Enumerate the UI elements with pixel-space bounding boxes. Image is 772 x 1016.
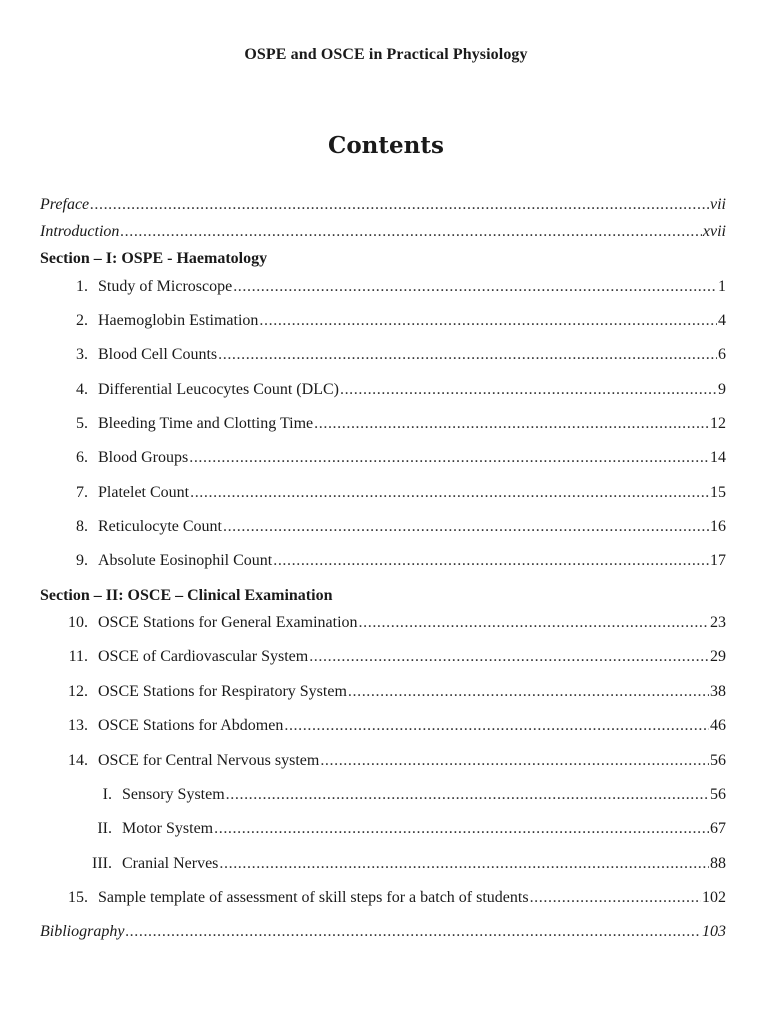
toc-page-number: 4	[718, 312, 726, 329]
leader-dots	[309, 646, 709, 668]
toc-entry-label: OSCE Stations for Respiratory System	[98, 683, 347, 700]
toc-page-number: 67	[710, 820, 726, 837]
leader-dots	[273, 550, 709, 572]
leader-dots	[125, 921, 701, 943]
leader-dots	[259, 310, 717, 332]
toc-page-number: 17	[710, 552, 726, 569]
leader-dots	[226, 784, 709, 806]
leader-dots	[219, 853, 709, 875]
toc-page-number: 38	[710, 683, 726, 700]
toc-entry-chapter-13[interactable]	[40, 715, 726, 737]
toc-entry-chapter-4[interactable]	[40, 379, 726, 401]
chapter-number: 13.	[68, 717, 88, 734]
chapter-number: 3.	[76, 346, 88, 363]
subsection-number: III.	[92, 855, 112, 872]
toc-page-number: 88	[710, 855, 726, 872]
toc-page-number: 6	[718, 346, 726, 363]
chapter-number: 1.	[76, 278, 88, 295]
leader-dots	[530, 887, 701, 909]
leader-dots	[320, 750, 709, 772]
toc-page-number: 9	[718, 381, 726, 398]
toc-entry-bibliography[interactable]	[40, 921, 726, 943]
toc-entry-label: Absolute Eosinophil Count	[98, 552, 273, 569]
leader-dots	[348, 681, 709, 703]
chapter-number: 14.	[68, 752, 88, 769]
chapter-number: 10.	[68, 614, 88, 631]
toc-page-number: 56	[710, 752, 726, 769]
leader-dots	[233, 276, 717, 298]
toc-entry-label: Bibliography	[40, 923, 125, 940]
toc-page-number: 12	[710, 415, 726, 432]
toc-page-number: 15	[710, 484, 726, 501]
toc-entry-label: Sample template of assessment of skill steps for a batch of students	[98, 889, 529, 906]
toc-entry-chapter-5[interactable]	[40, 413, 726, 435]
leader-dots	[359, 612, 709, 634]
leader-dots	[190, 482, 709, 504]
toc-entry-label: Preface	[40, 196, 90, 213]
leader-dots	[189, 447, 709, 469]
toc-entry-label: Blood Groups	[98, 449, 189, 466]
leader-dots	[340, 379, 717, 401]
toc-entry-label: Motor System	[122, 820, 214, 837]
toc-entry-label: Cranial Nerves	[122, 855, 219, 872]
chapter-number: 8.	[76, 518, 88, 535]
chapter-number: 2.	[76, 312, 88, 329]
chapter-number: 11.	[68, 648, 88, 665]
toc-entry-label: Study of Microscope	[98, 278, 233, 295]
leader-dots	[120, 221, 702, 243]
toc-entry-chapter-6[interactable]	[40, 447, 726, 469]
toc-entry-label: OSCE Stations for Abdomen	[98, 717, 284, 734]
toc-entry-chapter-7[interactable]	[40, 482, 726, 504]
toc-page-number: 46	[710, 717, 726, 734]
toc-entry-label: Bleeding Time and Clotting Time	[98, 415, 314, 432]
toc-page-number: 16	[710, 518, 726, 535]
toc-entry-chapter-10[interactable]	[40, 612, 726, 634]
toc-page-number: vii	[710, 196, 726, 213]
toc-page-number: xvii	[702, 223, 726, 240]
toc-entry-preface[interactable]	[40, 194, 726, 216]
toc-entry-chapter-3[interactable]	[40, 344, 726, 366]
running-head: OSPE and OSCE in Practical Physiology	[244, 46, 528, 63]
toc-entry-chapter-1[interactable]	[40, 276, 726, 298]
toc-entry-label: OSCE of Cardiovascular System	[98, 648, 309, 665]
toc-entry-subsection-2[interactable]	[40, 818, 726, 840]
leader-dots	[218, 344, 717, 366]
toc-entry-label: Introduction	[40, 223, 120, 240]
toc-page-number: 29	[710, 648, 726, 665]
toc-entry-chapter-14[interactable]	[40, 750, 726, 772]
toc-page-number: 103	[702, 923, 726, 940]
toc-entry-label: Haemoglobin Estimation	[98, 312, 259, 329]
chapter-number: 5.	[76, 415, 88, 432]
toc-page-number: 1	[718, 278, 726, 295]
subsection-number: II.	[97, 820, 112, 837]
page-title: Contents	[328, 132, 444, 159]
toc-entry-subsection-1[interactable]	[40, 784, 726, 806]
toc-entry-label: Reticulocyte Count	[98, 518, 222, 535]
chapter-number: 12.	[68, 683, 88, 700]
toc-entry-introduction[interactable]	[40, 221, 726, 243]
toc-entry-label: OSCE for Central Nervous system	[98, 752, 320, 769]
section-heading-1: Section – I: OSPE - Haematology	[40, 250, 268, 267]
chapter-number: 15.	[68, 889, 88, 906]
leader-dots	[223, 516, 709, 538]
toc-entry-chapter-12[interactable]	[40, 681, 726, 703]
section-heading-2: Section – II: OSCE – Clinical Examination	[40, 587, 333, 604]
toc-entry-chapter-11[interactable]	[40, 646, 726, 668]
chapter-number: 6.	[76, 449, 88, 466]
toc-entry-label: Blood Cell Counts	[98, 346, 218, 363]
toc-entry-label: OSCE Stations for General Examination	[98, 614, 358, 631]
toc-page-number: 23	[710, 614, 726, 631]
toc-entry-chapter-15[interactable]	[40, 887, 726, 909]
leader-dots	[90, 194, 709, 216]
leader-dots	[214, 818, 709, 840]
toc-entry-chapter-8[interactable]	[40, 516, 726, 538]
chapter-number: 9.	[76, 552, 88, 569]
subsection-number: I.	[102, 786, 112, 803]
toc-entry-chapter-9[interactable]	[40, 550, 726, 572]
toc-entry-chapter-2[interactable]	[40, 310, 726, 332]
toc-entry-subsection-3[interactable]	[40, 853, 726, 875]
chapter-number: 4.	[76, 381, 88, 398]
toc-entry-label: Platelet Count	[98, 484, 190, 501]
leader-dots	[314, 413, 709, 435]
toc-page-number: 56	[710, 786, 726, 803]
toc-page-number: 14	[710, 449, 726, 466]
toc-entry-label: Sensory System	[122, 786, 225, 803]
toc-entry-label: Differential Leucocytes Count (DLC)	[98, 381, 339, 398]
leader-dots	[284, 715, 709, 737]
chapter-number: 7.	[76, 484, 88, 501]
toc-page-number: 102	[702, 889, 726, 906]
